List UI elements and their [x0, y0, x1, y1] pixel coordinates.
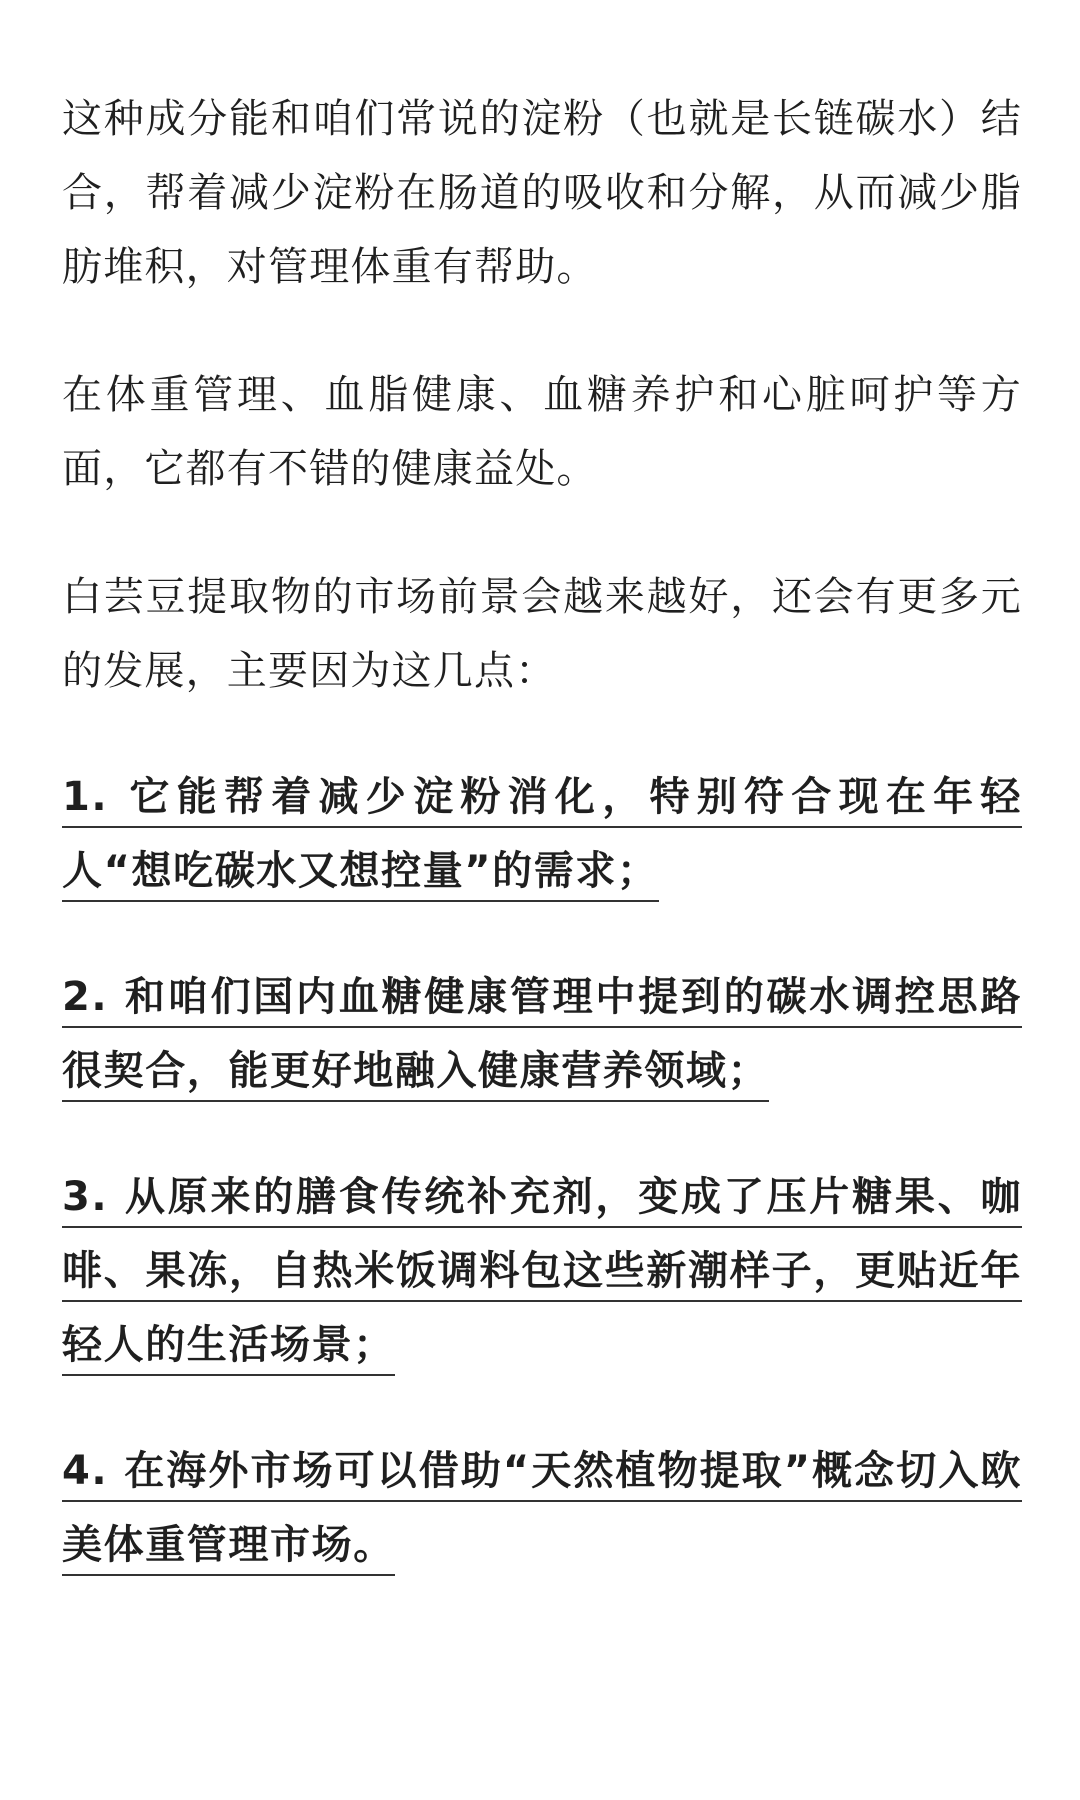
- point-text: 3. 从原来的膳食传统补充剂，变成了压片糖果、咖啡、果冻，自热米饭调料包这些新潮样子，更贴近年轻人的生活场景；: [62, 1174, 1022, 1376]
- paragraph-starch-binding: 这种成分能和咱们常说的淀粉（也就是长链碳水）结合，帮着减少淀粉在肠道的吸收和分解，从而减少脂肪堆积，对管理体重有帮助。: [62, 96, 1022, 290]
- paragraph-health-benefits: 在体重管理、血脂健康、血糖养护和心脏呵护等方面，它都有不错的健康益处。: [62, 372, 1022, 492]
- point-text: 4. 在海外市场可以借助“天然植物提取”概念切入欧美体重管理市场。: [62, 1448, 1022, 1576]
- paragraph-market-outlook: 白芸豆提取物的市场前景会越来越好，还会有更多元的发展，主要因为这几点：: [62, 574, 1022, 694]
- article-body: [62, 82, 1022, 1582]
- point-item-1: [62, 760, 1022, 908]
- point-item-2: [62, 960, 1022, 1108]
- point-text: 1. 它能帮着减少淀粉消化，特别符合现在年轻人“想吃碳水又想控量”的需求；: [62, 774, 1022, 902]
- point-item-3: [62, 1160, 1022, 1382]
- point-item-4: [62, 1434, 1022, 1582]
- point-text: 2. 和咱们国内血糖健康管理中提到的碳水调控思路很契合，能更好地融入健康营养领域；: [62, 974, 1022, 1102]
